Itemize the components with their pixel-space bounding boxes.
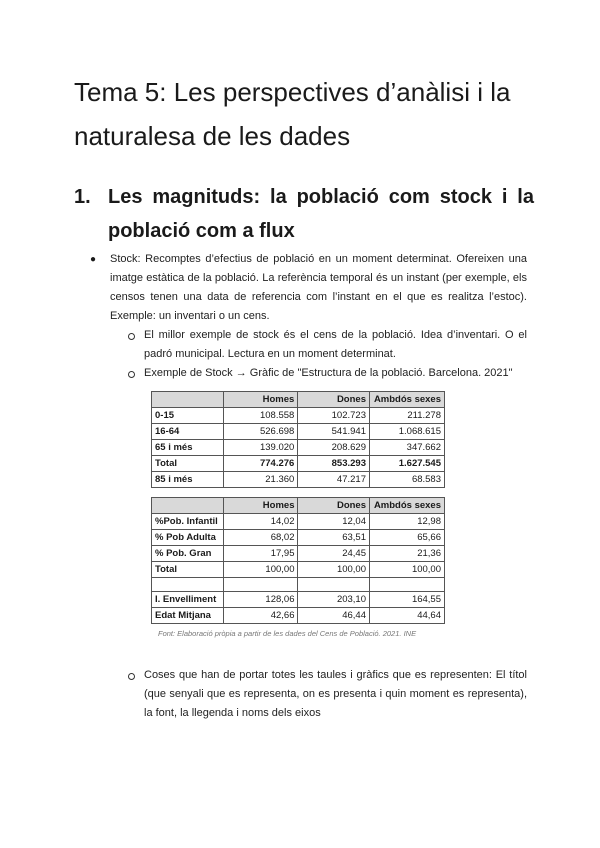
table-cell: 47.217 bbox=[298, 472, 370, 488]
table-cell: 208.629 bbox=[298, 440, 370, 456]
table-cell: 21.360 bbox=[223, 472, 298, 488]
table-cell: 46,44 bbox=[298, 608, 370, 624]
table-cell: 42,66 bbox=[223, 608, 298, 624]
sub-bullet-line: Coses que han de portar totes les taules i gràfics que es representen: El títol bbox=[144, 669, 527, 681]
table-cell: 14,02 bbox=[223, 514, 298, 530]
table-row bbox=[152, 592, 445, 608]
table-row bbox=[152, 562, 445, 578]
page-title bbox=[74, 70, 534, 158]
title-line-1: Tema 5: Les perspectives d’anàlisi i la bbox=[74, 77, 511, 107]
sub-bullet-line: padró municipal. Lectura en un moment determinat. bbox=[144, 348, 396, 360]
table-cell: 65,66 bbox=[370, 530, 445, 546]
table-cell: 44,64 bbox=[370, 608, 445, 624]
table-cell: 12,98 bbox=[370, 514, 445, 530]
table-cell bbox=[298, 578, 370, 592]
table-row bbox=[152, 546, 445, 562]
table-header-cell: Dones bbox=[298, 392, 370, 408]
table-cell: 541.941 bbox=[298, 424, 370, 440]
table-cell: 63,51 bbox=[298, 530, 370, 546]
table-cell: 102.723 bbox=[298, 408, 370, 424]
table-header-cell bbox=[152, 392, 224, 408]
table-cell: % Pob. Gran bbox=[152, 546, 224, 562]
indicators-table bbox=[151, 497, 445, 624]
table-cell: 526.698 bbox=[223, 424, 298, 440]
table-row bbox=[152, 424, 445, 440]
section-title-line-2: població com a flux bbox=[108, 220, 295, 242]
stock-paragraph bbox=[110, 250, 527, 326]
table-header-cell: Dones bbox=[298, 498, 370, 514]
stock-line: Stock: Recomptes d’efectius de població en un moment determinat. Ofereixen una bbox=[110, 253, 527, 265]
sub-bullet-line: Exemple de Stock → Gràfic de "Estructura de la població. Barcelona. 2021" bbox=[144, 367, 513, 379]
sub-bullet-3 bbox=[144, 666, 527, 723]
table-cell: 128,06 bbox=[223, 592, 298, 608]
table-cell: 12,04 bbox=[298, 514, 370, 530]
sub-bullet-line: la font, la llegenda i noms dels eixos bbox=[144, 707, 321, 719]
table-header-cell: Ambdós sexes bbox=[370, 498, 445, 514]
table-cell: 347.662 bbox=[369, 440, 444, 456]
table-cell: I. Envelliment bbox=[152, 592, 224, 608]
table-row bbox=[152, 472, 445, 488]
table-cell: 203,10 bbox=[298, 592, 370, 608]
sub-bullet-circle bbox=[128, 371, 135, 378]
table-cell: 1.627.545 bbox=[369, 456, 444, 472]
table-cell: Total bbox=[152, 456, 224, 472]
table-cell bbox=[152, 578, 224, 592]
table-cell: 139.020 bbox=[223, 440, 298, 456]
bullet-dot: ● bbox=[90, 254, 97, 265]
section-number: 1. bbox=[74, 186, 91, 208]
table-cell: 211.278 bbox=[369, 408, 444, 424]
table-row bbox=[152, 456, 445, 472]
table-cell: 68,02 bbox=[223, 530, 298, 546]
table-cell: Edat Mitjana bbox=[152, 608, 224, 624]
table-cell: 100,00 bbox=[298, 562, 370, 578]
table-cell: 100,00 bbox=[223, 562, 298, 578]
table-row bbox=[152, 608, 445, 624]
table-cell: 85 i més bbox=[152, 472, 224, 488]
table-cell bbox=[223, 578, 298, 592]
table-row-blank bbox=[152, 578, 445, 592]
table-header-cell: Homes bbox=[223, 392, 298, 408]
stock-line: imatge estàtica de la població. La referència temporal és un instant (per exemple, els bbox=[110, 272, 527, 284]
table-cell: 0-15 bbox=[152, 408, 224, 424]
table-cell: 1.068.615 bbox=[369, 424, 444, 440]
table-cell: 65 i més bbox=[152, 440, 224, 456]
table-cell bbox=[370, 578, 445, 592]
table-cell: 164,55 bbox=[370, 592, 445, 608]
table-header-row bbox=[152, 498, 445, 514]
table-row bbox=[152, 514, 445, 530]
table-header-row bbox=[152, 392, 445, 408]
sub-bullet-circle bbox=[128, 333, 135, 340]
stock-line: Exemple: un inventari o un cens. bbox=[110, 310, 270, 322]
table-cell: 68.583 bbox=[369, 472, 444, 488]
table-row bbox=[152, 440, 445, 456]
sub-bullet-line: (que senyali que es representa, on es presenta i quin moment es representa), bbox=[144, 688, 527, 700]
table-header-cell: Homes bbox=[223, 498, 298, 514]
table-cell: 21,36 bbox=[370, 546, 445, 562]
table-cell: 100,00 bbox=[370, 562, 445, 578]
table-cell: 108.558 bbox=[223, 408, 298, 424]
stock-line: censos tenen una data de referencia com l’instant en el que es realitza l’estoc). bbox=[110, 291, 527, 303]
table-cell: 853.293 bbox=[298, 456, 370, 472]
table-header-cell: Ambdós sexes bbox=[369, 392, 444, 408]
table-source-note: Font: Elaboració pròpia a partir de les dades del Cens de Població. 2021. INE bbox=[158, 629, 417, 638]
table-cell: 16-64 bbox=[152, 424, 224, 440]
table-row bbox=[152, 530, 445, 546]
sub-bullet-1 bbox=[144, 326, 527, 364]
table-header-cell bbox=[152, 498, 224, 514]
sub-bullet-line: El millor exemple de stock és el cens de la població. Idea d’inventari. O el bbox=[144, 329, 527, 341]
table-row bbox=[152, 408, 445, 424]
table-cell: %Pob. Infantil bbox=[152, 514, 224, 530]
table-cell: 24,45 bbox=[298, 546, 370, 562]
population-table bbox=[151, 391, 445, 488]
table-cell: Total bbox=[152, 562, 224, 578]
sub-bullet-circle bbox=[128, 673, 135, 680]
sub-bullet-2 bbox=[144, 364, 527, 383]
table-cell: 17,95 bbox=[223, 546, 298, 562]
title-line-2: naturalesa de les dades bbox=[74, 121, 351, 151]
section-title-line-1: Les magnituds: la població com stock i la bbox=[108, 186, 534, 208]
table-cell: % Pob Adulta bbox=[152, 530, 224, 546]
table-cell: 774.276 bbox=[223, 456, 298, 472]
